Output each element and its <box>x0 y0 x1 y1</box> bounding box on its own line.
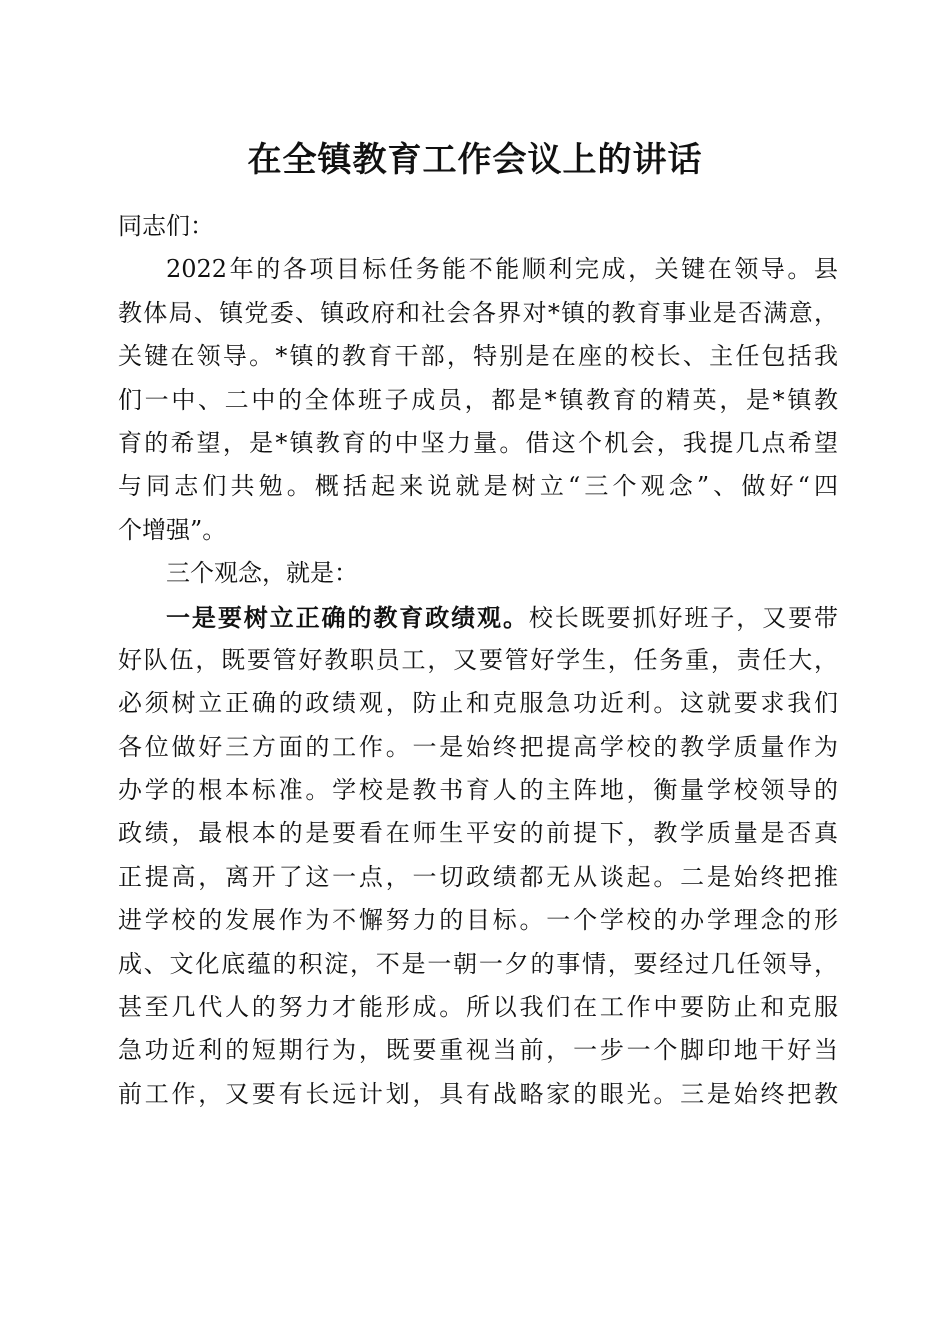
paragraph-3 <box>118 596 838 1117</box>
paragraph-line: 个增强”。 <box>118 515 227 544</box>
salutation: 同志们： <box>118 212 214 240</box>
paragraph-line: 办学的根本标准。学校是教书育人的主阵地，衡量学校领导的 <box>118 776 838 805</box>
paragraph-line: 进学校的发展作为不懈努力的目标。一个学校的办学理念的形 <box>118 906 838 935</box>
paragraph-line: 成、文化底蕴的积淀，不是一朝一夕的事情，要经过几任领导， <box>118 949 838 978</box>
paragraph-line: 各位做好三方面的工作。一是始终把提高学校的教学质量作为 <box>118 732 838 761</box>
paragraph-line: 2022年的各项目标任务能不能顺利完成，关键在领导。县 <box>166 255 838 284</box>
paragraph-1 <box>118 248 838 552</box>
paragraph-line: 正提高，离开了这一点，一切政绩都无从谈起。二是始终把推 <box>118 862 838 891</box>
document-title: 在全镇教育工作会议上的讲话 <box>247 140 703 180</box>
paragraph-line-rest: 校长既要抓好班子，又要带 <box>528 603 838 632</box>
paragraph-2: 三个观念，就是： <box>166 559 358 588</box>
paragraph-line: 育的希望，是*镇教育的中坚力量。借这个机会，我提几点希望 <box>118 428 838 457</box>
paragraph-line: 必须树立正确的政绩观，防止和克服急功近利。这就要求我们 <box>118 689 838 718</box>
paragraph-line: 政绩，最根本的是要看在师生平安的前提下，教学质量是否真 <box>118 819 838 848</box>
document-body <box>118 205 838 1116</box>
paragraph-line: 急功近利的短期行为，既要重视当前，一步一个脚印地干好当 <box>118 1036 838 1065</box>
paragraph-line: 们一中、二中的全体班子成员，都是*镇教育的精英，是*镇教 <box>118 385 838 414</box>
paragraph-heading: 一是要树立正确的教育政绩观。 <box>166 602 529 632</box>
paragraph-line: 好队伍，既要管好教职员工，又要管好学生，任务重，责任大， <box>118 645 838 674</box>
paragraph-line: 教体局、镇党委、镇政府和社会各界对*镇的教育事业是否满意， <box>118 298 838 327</box>
paragraph-line: 前工作，又要有长远计划，具有战略家的眼光。三是始终把教 <box>118 1079 838 1108</box>
paragraph-line: 与同志们共勉。概括起来说就是树立“三个观念”、做好“四 <box>118 472 838 501</box>
paragraph-line: 甚至几代人的努力才能形成。所以我们在工作中要防止和克服 <box>118 993 838 1022</box>
paragraph-line <box>118 596 838 639</box>
paragraph-line: 关键在领导。*镇的教育干部，特别是在座的校长、主任包括我 <box>118 342 838 371</box>
